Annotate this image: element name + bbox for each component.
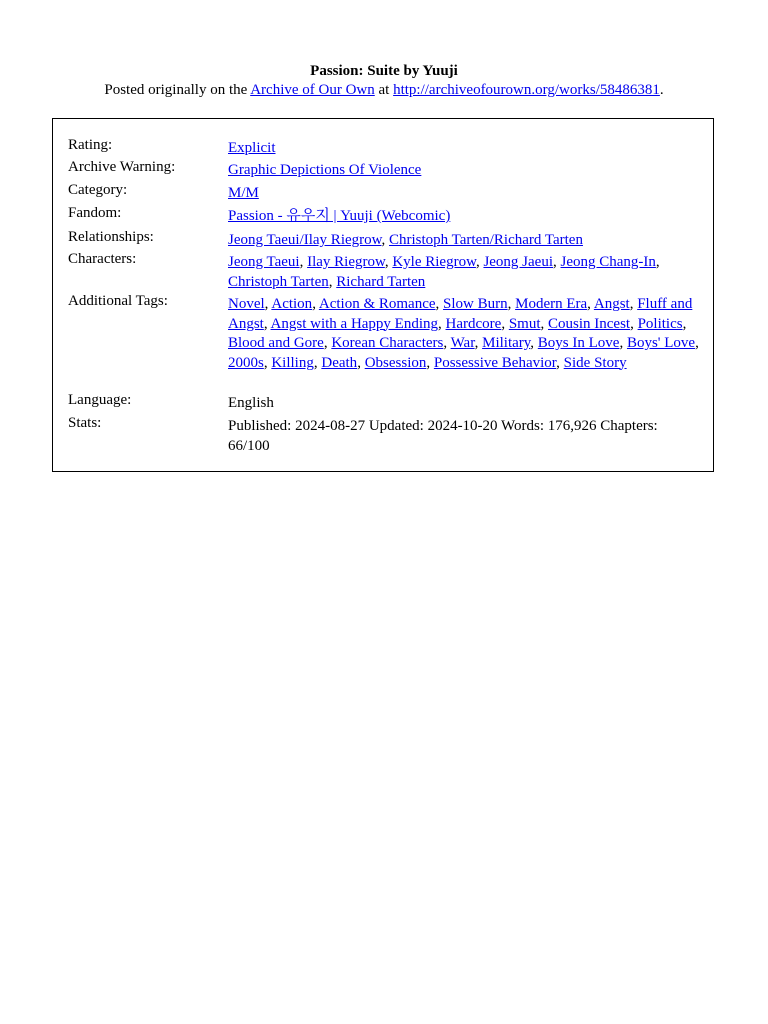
tag-link[interactable]: Boys In Love [537,335,620,351]
category-link[interactable]: M/M [228,185,259,201]
tag-link[interactable]: Obsession [364,354,427,371]
warning-row [68,161,701,181]
tag-link[interactable]: Angst [593,296,630,312]
category-row [68,184,701,204]
tag-link[interactable]: Slow Burn [443,296,508,312]
character-link[interactable]: Jeong Taeui [228,254,300,270]
relationship-link[interactable]: Christoph Tarten/Richard Tarten [389,232,583,248]
fandom-label: Fandom: [68,205,122,221]
language-row [68,394,701,414]
tag-link[interactable]: Novel [228,296,265,312]
tag-link[interactable]: Smut [508,315,541,332]
character-link[interactable]: Jeong Chang-In [560,254,656,270]
tag-link[interactable]: Korean Characters [331,335,444,351]
archive-link[interactable]: Archive of Our Own [250,82,375,98]
work-header [0,62,768,100]
meta-box [52,118,714,472]
characters-value: Jeong Taeui, Ilay Riegrow, Kyle Riegrow, Jeong Jaeui, Jeong Chang-In, Christoph Tarten, Richard Tarten [228,254,660,290]
posted-line [0,81,768,100]
tag-link[interactable]: Angst with a Happy Ending [270,315,439,332]
posted-prefix: Posted originally on the [104,82,251,98]
tag-link[interactable]: Hardcore [445,315,502,332]
tag-link[interactable]: Side Story [563,354,627,371]
category-value [228,184,701,204]
characters-row [68,253,701,292]
tags-value: Novel, Action, Action & Romance, Slow Burn, Modern Era, Angst, Fluff and Angst, Angst with a Happy Ending, Hardcore, Smut, Cousin Incest, Politics, Blood and Gore, Korean Characters, War, Military, Boys In Love, Boys' Love, 2000s, Killing, Death, Obsession, Possessive Behavior, Side Story [228,296,699,371]
posted-mid: at [374,82,394,98]
tag-link[interactable]: Politics [637,315,683,332]
work-title: Passion: Suite by Yuuji [310,63,458,79]
tag-link[interactable]: 2000s [228,354,264,371]
character-link[interactable]: Ilay Riegrow [307,254,385,270]
relationships-value: Jeong Taeui/Ilay Riegrow, Christoph Tarten/Richard Tarten [228,232,583,248]
tag-link[interactable]: Action & Romance [318,296,436,312]
language-value: English [228,395,274,411]
tag-link[interactable]: Military [482,335,531,351]
stats-row [68,417,701,456]
language-label: Language: [68,392,132,408]
work-url-link[interactable]: http://archiveofourown.org/works/58486381 [393,82,660,98]
tag-link[interactable]: Fluff and Angst [228,296,693,332]
tag-link[interactable]: Killing [271,354,314,371]
character-link[interactable]: Kyle Riegrow [392,254,476,270]
tag-link[interactable]: Action [271,296,313,312]
tag-link[interactable]: Modern Era [515,296,588,312]
tags-row [68,295,701,373]
posted-suffix: . [659,82,664,98]
rating-link[interactable]: Explicit [228,140,276,156]
stats-label: Stats: [68,415,102,431]
fandom-value [228,207,701,227]
fandom-link[interactable]: Passion - 유우지 | Yuuji (Webcomic) [228,208,451,224]
tag-link[interactable]: Possessive Behavior [433,354,557,371]
character-link[interactable]: Richard Tarten [336,273,426,290]
warning-value [228,161,701,181]
tag-link[interactable]: War [450,335,475,351]
tag-link[interactable]: Cousin Incest [548,315,631,332]
tag-link[interactable]: Death [321,354,358,371]
rating-label: Rating: [68,137,113,153]
character-link[interactable]: Christoph Tarten [228,273,329,290]
warning-label: Archive Warning: [68,159,176,175]
tags-label: Additional Tags: [68,293,168,309]
tag-link[interactable]: Blood and Gore [228,335,324,351]
tag-link[interactable]: Boys' Love [626,335,696,351]
category-label: Category: [68,182,128,198]
characters-label: Characters: [68,251,137,267]
rating-row [68,139,701,159]
stats-value: Published: 2024-08-27 Updated: 2024-10-20 Words: 176,926 Chapters: 66/100 [228,418,658,454]
relationships-row [68,231,701,251]
fandom-row [68,207,701,227]
character-link[interactable]: Jeong Jaeui [483,254,554,270]
rating-value [228,139,701,159]
warning-link[interactable]: Graphic Depictions Of Violence [228,162,422,178]
relationship-link[interactable]: Jeong Taeui/Ilay Riegrow [228,232,382,248]
relationships-label: Relationships: [68,229,154,245]
